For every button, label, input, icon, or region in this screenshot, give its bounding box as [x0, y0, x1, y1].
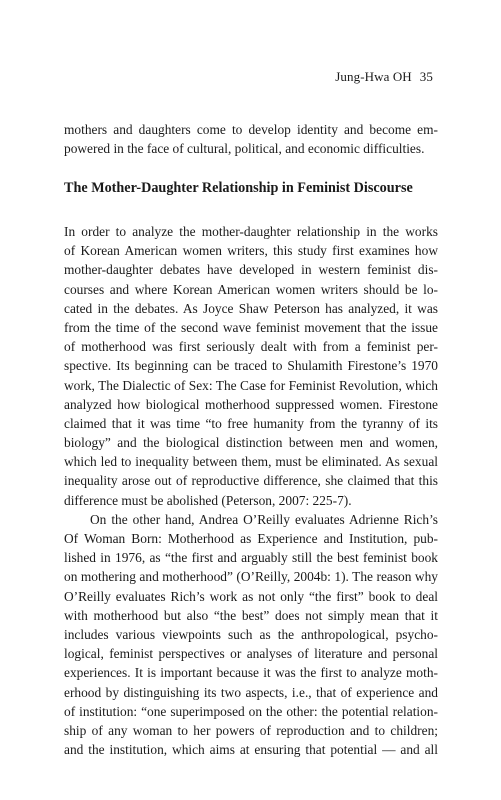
text-line: experiences. It is important because it was the first to analyze moth- [64, 665, 438, 681]
paragraph-1 [64, 222, 438, 510]
page-number: 35 [419, 69, 433, 84]
text-line: lished in 1976, as “the first and arguably still the best feminist book [64, 550, 438, 566]
section-heading: The Mother-Daughter Relationship in Feminist Discourse [64, 180, 413, 196]
text-line: powered in the face of cultural, political, and economic difficulties. [64, 141, 425, 157]
text-line: analyzed how biological motherhood suppressed women. Firestone [64, 396, 438, 412]
text-line: inequality arose out of reproductive difference, she claimed that this [64, 473, 438, 489]
text-line: Of Woman Born: Motherhood as Experience and Institution, pub- [64, 531, 438, 546]
text-line: cated in the debates. As Joyce Shaw Peterson has analyzed, it was [64, 300, 438, 316]
header-author: Jung-Hwa OH [335, 69, 412, 84]
text-line: claimed that it was time “to free humanity from the tyranny of its [64, 415, 438, 431]
text-line: logical, feminist perspectives or analyses of literature and personal [64, 646, 438, 662]
running-header [335, 69, 433, 85]
text-line: biology” and the biological distinction between men and women, [64, 435, 438, 451]
text-line: which led to inequality between them, must be eliminated. As sexual [64, 454, 438, 470]
text-line: of institution: “one superimposed on the other: the potential relation- [64, 703, 438, 719]
text-line: erhood by distinguishing its two aspects, i.e., that of experience and [64, 684, 438, 700]
text-line: difference must be abolished (Peterson, 2007: 225-7). [64, 492, 352, 508]
text-line: O’Reilly evaluates Rich’s work as not only “the first” book to deal [64, 588, 438, 604]
text-line: includes various viewpoints such as the anthropological, psycho- [64, 626, 438, 642]
text-line: work, The Dialectic of Sex: The Case for Feminist Revolution, which [64, 377, 438, 393]
text-line: from the time of the second wave feminist movement that the issue [64, 319, 438, 335]
text-line: mothers and daughters come to develop identity and become em- [64, 122, 438, 137]
text-line: on mothering and motherhood” (O’Reilly, 2004b: 1). The reason why [64, 569, 438, 585]
text-line: with motherhood but also “the best” does not simply mean that it [64, 607, 438, 623]
text-line: and the institution, which aims at ensuring that potential — and all [64, 742, 438, 758]
text-line: ship of any woman to her powers of reproduction and to children; [64, 722, 438, 738]
body-text [64, 222, 438, 759]
paragraph-2 [64, 510, 438, 759]
text-line: spective. Its beginning can be traced to Shulamith Firestone’s 1970 [64, 358, 438, 374]
text-line: of motherhood was first seriously dealt with from a feminist per- [64, 339, 438, 355]
text-line: mother-daughter debates have developed in western feminist dis- [64, 262, 438, 278]
text-line: of Korean American women writers, this study first examines how [64, 243, 438, 259]
text-line: courses and where Korean American women writers should be lo- [64, 281, 438, 297]
text-line: On the other hand, Andrea O’Reilly evaluates Adrienne Rich’s [90, 511, 438, 527]
intro-paragraph [64, 120, 438, 158]
text-line: In order to analyze the mother-daughter relationship in the works [64, 224, 438, 239]
